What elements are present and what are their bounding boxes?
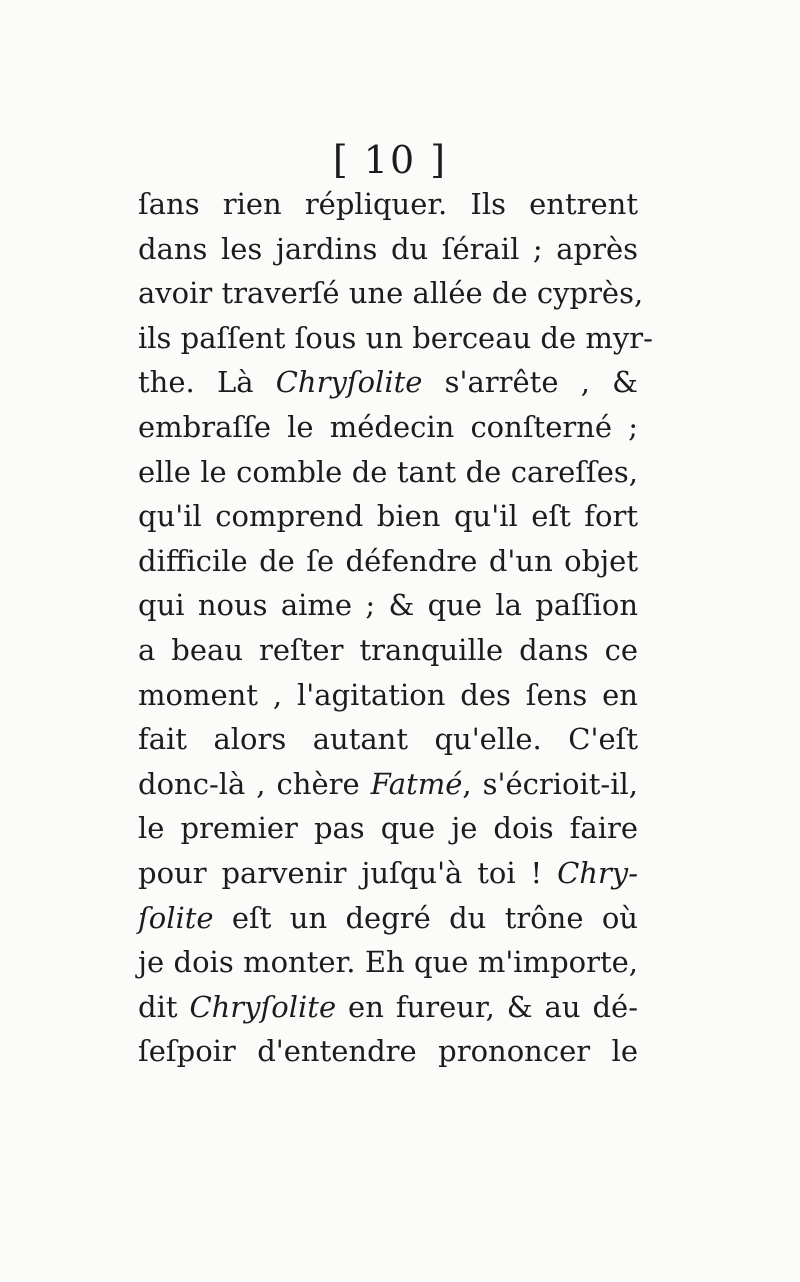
text-segment: le premier pas que je dois faire (138, 811, 638, 846)
text-line (138, 896, 638, 941)
text-line (138, 182, 638, 227)
text-line (138, 583, 638, 628)
text-line (138, 271, 644, 316)
body-text (138, 182, 653, 1074)
text-segment: ſeſpoir d'entendre prononcer le (138, 1034, 638, 1069)
text-segment: ſans rien répliquer. Ils entrent (138, 187, 638, 221)
text-line (138, 806, 638, 851)
text-segment: pour parvenir juſqu'à toi ! (138, 855, 558, 890)
text-segment: eſt un degré du trône où (213, 900, 638, 935)
text-line (138, 405, 638, 450)
text-line (138, 450, 638, 495)
text-line (138, 227, 638, 272)
text-line (138, 494, 638, 539)
text-line (138, 1029, 638, 1074)
text-segment: dit (138, 989, 190, 1024)
text-segment: , s'écrioit-il, (462, 766, 638, 801)
italic-text-segment: ſolite (138, 900, 214, 935)
text-line (138, 762, 638, 807)
italic-text-segment: Chryſolite (189, 989, 337, 1024)
text-segment: moment , l'agitation des ſens en (138, 677, 638, 712)
italic-text-segment: Chryſolite (275, 365, 423, 400)
text-segment: je dois monter. Eh que m'importe, (138, 945, 638, 980)
italic-text-segment: Fatmé (370, 766, 463, 801)
text-line (138, 628, 638, 673)
text-line (138, 717, 638, 762)
text-segment: donc-là , chère (138, 766, 371, 801)
text-segment: difficile de ſe défendre d'un objet (138, 543, 638, 578)
page-number: [ 10 ] (332, 138, 448, 182)
text-segment: elle le comble de tant de careſſes, (138, 454, 638, 489)
text-segment: fait alors autant qu'elle. C'eſt (138, 722, 638, 757)
text-segment: a beau reſter tranquille dans ce (138, 632, 638, 667)
text-line (138, 940, 638, 985)
text-segment: qui nous aime ; & que la paſſion (138, 588, 638, 623)
text-segment: dans les jardins du ſérail ; après (138, 231, 638, 266)
text-line (138, 851, 638, 896)
text-line (138, 985, 638, 1030)
text-segment: ils paſſent ſous un berceau de myr- (138, 320, 653, 355)
italic-text-segment: Chry- (557, 855, 638, 890)
text-line (138, 539, 638, 584)
text-segment: qu'il comprend bien qu'il eſt fort (138, 499, 638, 534)
text-line (138, 673, 638, 718)
text-segment: avoir traverſé une allée de cyprès, (138, 276, 644, 311)
text-line (138, 360, 638, 405)
text-line (138, 316, 653, 361)
text-segment: en fureur, & au dé- (336, 989, 638, 1024)
text-segment: the. Là (138, 365, 276, 400)
text-segment: embraſſe le médecin conſterné ; (138, 409, 638, 444)
text-segment: s'arrête , & (422, 365, 638, 400)
